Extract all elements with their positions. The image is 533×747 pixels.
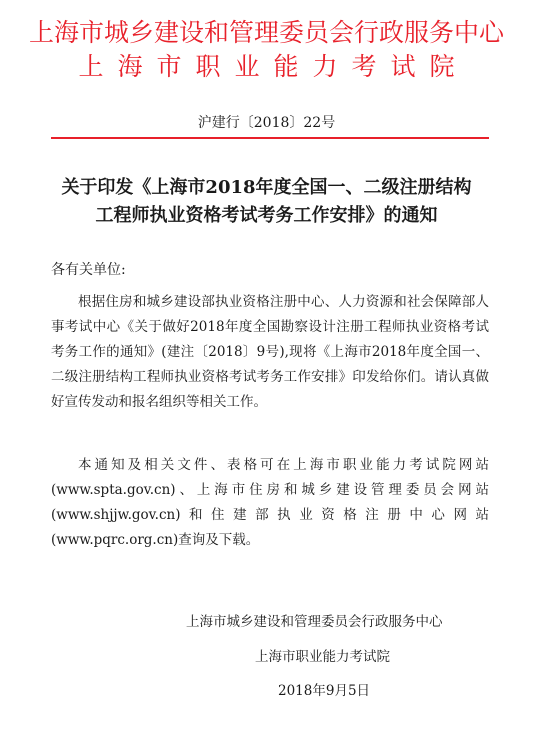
signature-org-1: 上海市城乡建设和管理委员会行政服务中心 bbox=[186, 614, 443, 630]
issuer-header-line1: 上海市城乡建设和管理委员会行政服务中心 bbox=[28, 18, 504, 47]
signature-org-2: 上海市职业能力考试院 bbox=[255, 649, 390, 665]
title-line1: 关于印发《上海市2018年度全国一、二级注册结构 bbox=[61, 177, 472, 198]
document-number: 沪建行〔2018〕22号 bbox=[197, 115, 336, 131]
red-divider-rule bbox=[51, 137, 489, 139]
title-line2: 工程师执业资格考试考务工作安排》的通知 bbox=[95, 205, 438, 226]
signature-date: 2018年9月5日 bbox=[278, 683, 371, 699]
document-title bbox=[40, 174, 493, 230]
body-paragraph-2: 本通知及相关文件、表格可在上海市职业能力考试院网站(www.spta.gov.cn)、上海市住房和城乡建设管理委员会网站(www.shjjw.gov.cn)和住建部执业资格注册中心网站(www.pqrc.org.cn)查询及下载。 bbox=[51, 457, 489, 548]
salutation: 各有关单位: bbox=[51, 262, 126, 278]
issuer-header-line2: 上海市职业能力考试院 bbox=[78, 52, 469, 81]
body-paragraph-1: 根据住房和城乡建设部执业资格注册中心、人力资源和社会保障部人事考试中心《关于做好2018年度全国勘察设计注册工程师执业资格考试考务工作的通知》(建注〔2018〕9号),现将《上海市2018年度全国一、二级注册结构工程师执业资格考试考务工作安排》印发给你们。请认真做好宣传发动和报名组织等相关工作。 bbox=[51, 294, 489, 410]
